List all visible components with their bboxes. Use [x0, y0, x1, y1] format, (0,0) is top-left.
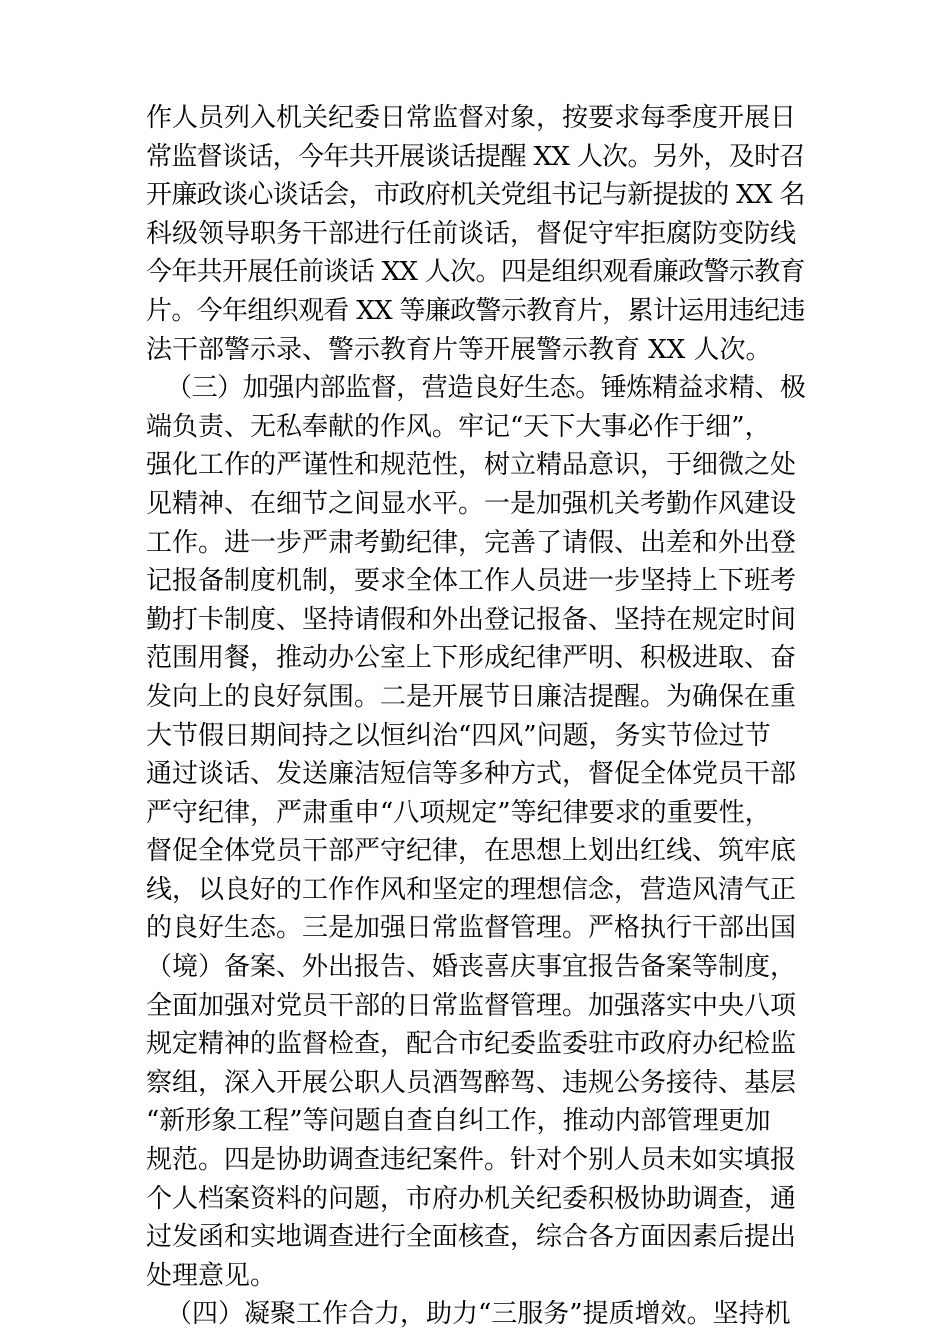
text-line: 勤打卡制度、坚持请假和外出登记报备、坚持在规定时间: [146, 604, 797, 635]
text-line: 严守纪律，严肃重申“八项规定”等纪律要求的重要性，: [146, 797, 771, 828]
text-line: 过发函和实地调查进行全面核查，综合各方面因素后提出: [146, 1222, 797, 1253]
text-line: 范围用餐，推动办公室上下形成纪律严明、积极进取、奋: [146, 643, 797, 674]
document-body: [146, 99, 806, 1334]
text-line: 强化工作的严谨性和规范性，树立精品意识，于细微之处: [146, 450, 797, 481]
text-line: 大节假日期间持之以恒纠治“四风”问题，务实节俭过节: [146, 720, 771, 751]
text-line: 科级领导职务干部进行任前谈话，督促守牢拒腐防变防线: [146, 218, 797, 249]
text-line: 的良好生态。三是加强日常监督管理。严格执行干部出国: [146, 913, 797, 944]
text-line: 察组，深入开展公职人员酒驾醉驾、违规公务接待、基层: [146, 1067, 797, 1098]
text-line: 片。今年组织观看 XX 等廉政警示教育片，累计运用违纪违: [146, 295, 805, 326]
text-line: 全面加强对党员干部的日常监督管理。加强落实中央八项: [146, 990, 797, 1021]
text-line: 发向上的良好氛围。二是开展节日廉洁提醒。为确保在重: [146, 681, 797, 712]
text-line: 通过谈话、发送廉洁短信等多种方式，督促全体党员干部: [146, 759, 797, 790]
text-line: 常监督谈话，今年共开展谈话提醒 XX 人次。另外，及时召: [146, 141, 805, 172]
text-line: “新形象工程”等问题自查自纠工作，推动内部管理更加: [146, 1106, 771, 1137]
text-line: 见精神、在细节之间显水平。一是加强机关考勤作风建设: [146, 488, 797, 519]
text-line: 处理意见。: [146, 1260, 277, 1291]
text-line: （四）凝聚工作合力，助力“三服务”提质增效。坚持机: [166, 1299, 791, 1330]
text-line: 规范。四是协助调查违纪案件。针对个别人员未如实填报: [146, 1145, 797, 1176]
text-line: （境）备案、外出报告、婚丧喜庆事宜报告备案等制度，: [146, 952, 797, 983]
text-line: 法干部警示录、警示教育片等开展警示教育 XX 人次。: [146, 334, 772, 365]
text-line: （三）加强内部监督，营造良好生态。锤炼精益求精、极: [166, 373, 806, 404]
text-line: 个人档案资料的问题，市府办机关纪委积极协助调查，通: [146, 1183, 797, 1214]
text-line: 督促全体党员干部严守纪律，在思想上划出红线、筑牢底: [146, 836, 797, 867]
text-line: 开廉政谈心谈话会，市政府机关党组书记与新提拔的 XX 名: [146, 180, 805, 211]
text-line: 工作。进一步严肃考勤纪律，完善了请假、出差和外出登: [146, 527, 797, 558]
text-line: 线，以良好的工作作风和坚定的理想信念，营造风清气正: [146, 874, 797, 905]
text-line: 端负责、无私奉献的作风。牢记“天下大事必作于细”，: [146, 411, 771, 442]
text-line: 记报备制度机制，要求全体工作人员进一步坚持上下班考: [146, 566, 797, 597]
text-line: 今年共开展任前谈话 XX 人次。四是组织观看廉政警示教育: [146, 257, 805, 288]
text-line: 作人员列入机关纪委日常监督对象，按要求每季度开展日: [146, 103, 797, 133]
text-line: 规定精神的监督检查，配合市纪委监委驻市政府办纪检监: [146, 1029, 797, 1060]
